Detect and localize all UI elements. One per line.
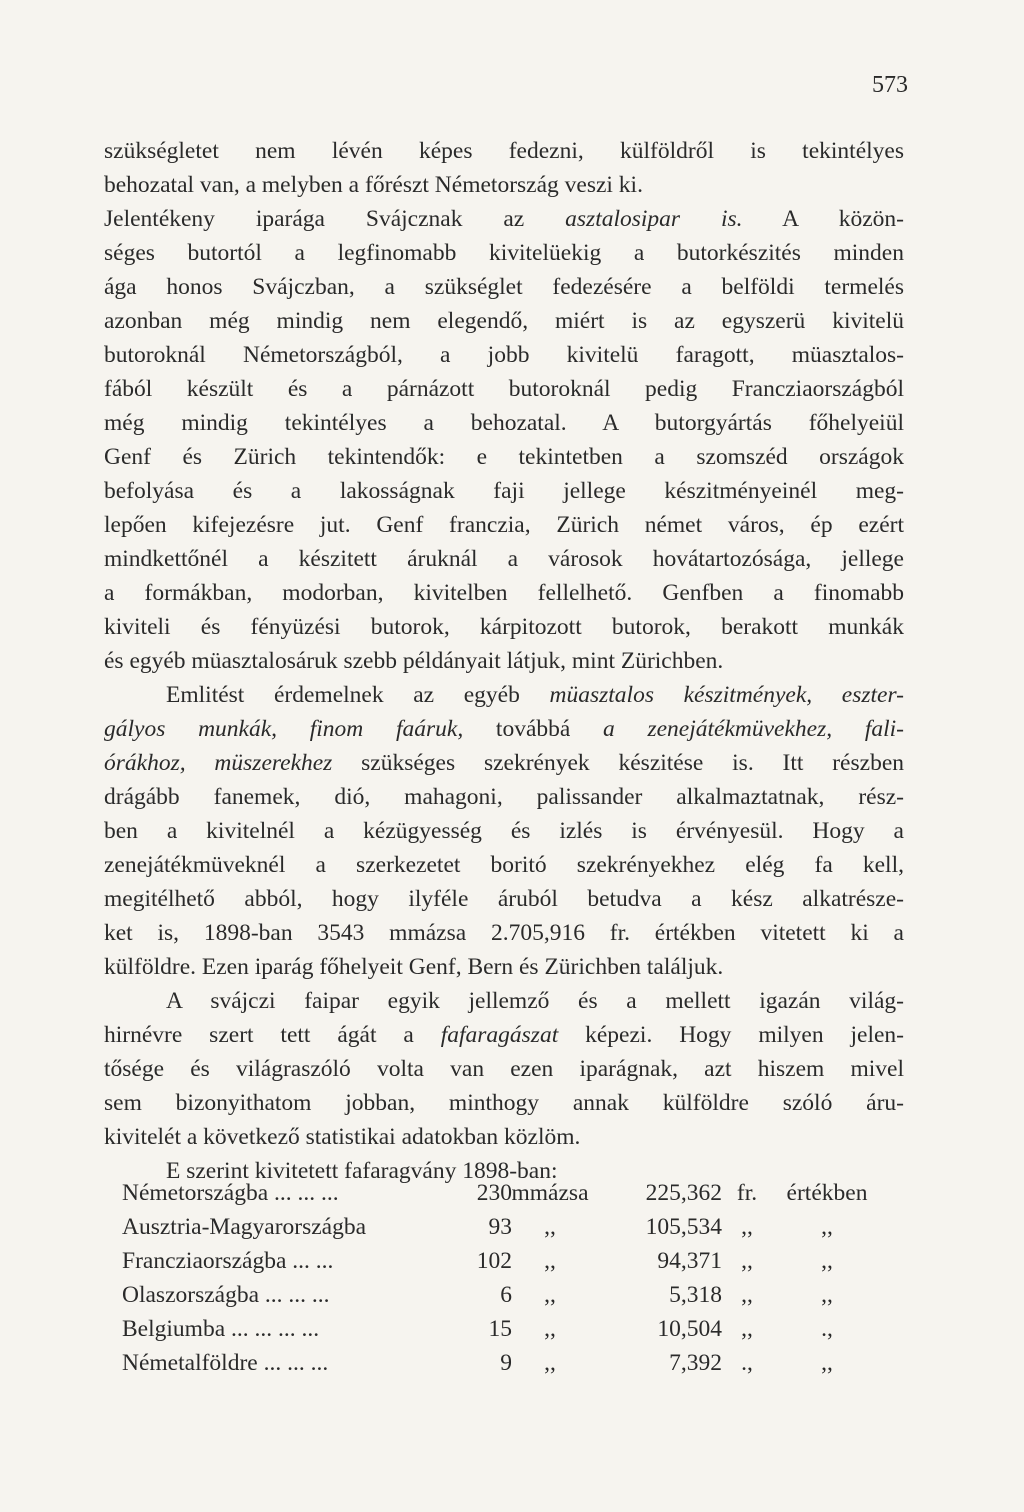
table-cell-unit: ,, [544, 1248, 556, 1274]
text-line: kiviteli és fényüzési butorok, kárpitozott butorok, berakott munkák [104, 614, 904, 640]
table-cell-qty: 15 [488, 1316, 512, 1342]
table-row [122, 1348, 912, 1378]
text-line: azonban még mindig nem elegendő, miért is az egyszerü kivitelü [104, 308, 904, 334]
table-cell-value: 105,534 [645, 1214, 722, 1240]
text-line: Genf és Zürich tekintendők: e tekintetben a szomszéd országok [104, 444, 904, 470]
table-cell-cur: ,, [741, 1316, 753, 1342]
table-cell-unit: ,, [544, 1214, 556, 1240]
table-cell-ert: ,, [821, 1282, 833, 1308]
table-cell-country: Belgiumba ... ... ... ... [122, 1316, 320, 1342]
text-line: még mindig tekintélyes a behozatal. A butorgyártás főhelyeiül [104, 410, 904, 436]
table-cell-qty: 9 [500, 1350, 512, 1376]
table-cell-qty: 230 [476, 1180, 512, 1206]
table-row [122, 1212, 912, 1242]
table-cell-value: 10,504 [657, 1316, 722, 1342]
table-row [122, 1280, 912, 1310]
table-cell-cur: ,, [741, 1282, 753, 1308]
text-line: ket is, 1898-ban 3543 mmázsa 2.705,916 fr. értékben vitetett ki a [104, 920, 904, 946]
text-line: A svájczi faipar egyik jellemző és a mellett igazán világ- [166, 988, 904, 1014]
text-line: séges butortól a legfinomabb kivitelüekig a butorkészités minden [104, 240, 904, 266]
table-cell-value: 5,318 [669, 1282, 722, 1308]
text-line: Jelentékeny iparága Svájcznak az asztalosipar is. A közön- [104, 206, 905, 232]
table-cell-cur: ,, [741, 1214, 753, 1240]
text-line: órákhoz, müszerekhez szükséges szekrények készitése is. Itt részben [104, 750, 904, 776]
table-cell-ert: értékben [786, 1180, 868, 1206]
text-line: a formákban, modorban, kivitelben fellelhető. Genfben a finomabb [104, 580, 904, 606]
text-line: hirnévre szert tett ágát a fafaragászat képezi. Hogy milyen jelen- [104, 1022, 904, 1048]
text-line: sem bizonyithatom jobban, minthogy annak külföldre szóló áru- [104, 1090, 904, 1116]
table-cell-qty: 6 [500, 1282, 512, 1308]
text-line: befolyása és a lakosságnak faji jellege készitményeinél meg- [104, 478, 904, 504]
table-cell-ert: ., [821, 1316, 833, 1342]
table-row [122, 1178, 912, 1208]
text-line: külföldre. Ezen iparág főhelyeit Genf, Bern és Zürichben találjuk. [104, 954, 724, 980]
text-line: lepően kifejezésre jut. Genf franczia, Zürich német város, ép ezért [104, 512, 904, 538]
text-line: szükségletet nem lévén képes fedezni, külföldről is tekintélyes [104, 138, 904, 164]
table-cell-country: Ausztria-Magyarországba [122, 1214, 367, 1240]
table-cell-unit: mmázsa [511, 1180, 589, 1206]
text-line: butoroknál Németországból, a jobb kivitelü faragott, müasztalos- [104, 342, 904, 368]
table-cell-qty: 102 [476, 1248, 512, 1274]
text-line: tősége és világraszóló volta van ezen iparágnak, azt hiszem mivel [104, 1056, 904, 1082]
table-cell-unit: ,, [544, 1282, 556, 1308]
table-cell-cur: fr. [736, 1180, 758, 1206]
text-line: ága honos Svájczban, a szükséglet fedezésére a belföldi termelés [104, 274, 904, 300]
text-line: mindkettőnél a készitett áruknál a városok hovátartozósága, jellege [104, 546, 904, 572]
text-line: gályos munkák, finom faáruk, továbbá a zenejátékmüvekhez, fali- [104, 716, 904, 742]
table-cell-country: Németalföldre ... ... ... [122, 1350, 329, 1376]
table-cell-ert: ,, [821, 1350, 833, 1376]
text-line: zenejátékmüveknél a szerkezetet boritó szekrényekhez elég fa kell, [104, 852, 904, 878]
text-line: behozatal van, a melyben a főrészt Németország veszi ki. [104, 172, 643, 198]
table-row [122, 1246, 912, 1276]
table-cell-ert: ,, [821, 1214, 833, 1240]
text-line: kivitelét a következő statistikai adatokban közlöm. [104, 1124, 581, 1150]
table-cell-value: 94,371 [657, 1248, 722, 1274]
table-cell-value: 225,362 [645, 1180, 722, 1206]
table-row [122, 1314, 912, 1344]
page-number: 573 [872, 72, 908, 98]
table-cell-ert: ,, [821, 1248, 833, 1274]
table-cell-unit: ,, [544, 1316, 556, 1342]
table-cell-cur: ,, [741, 1248, 753, 1274]
table-cell-unit: ,, [544, 1350, 556, 1376]
table-cell-country: Olaszországba ... ... ... [122, 1282, 330, 1308]
text-line: megitélhető abból, hogy ilyféle áruból betudva a kész alkatrésze- [104, 886, 904, 912]
text-line: ben a kivitelnél a kézügyesség és izlés is érvényesül. Hogy a [104, 818, 904, 844]
text-line: drágább fanemek, dió, mahagoni, palissander alkalmaztatnak, rész- [104, 784, 904, 810]
table-cell-country: Németországba ... ... ... [122, 1180, 339, 1206]
table-cell-country: Francziaországba ... ... [122, 1248, 334, 1274]
text-line: fából készült és a párnázott butoroknál pedig Francziaországból [104, 376, 904, 402]
table-cell-value: 7,392 [669, 1350, 722, 1376]
text-line: Emlitést érdemelnek az egyéb müasztalos készitmények, eszter- [166, 682, 904, 708]
text-line: és egyéb müasztalosáruk szebb példányait látjuk, mint Zürichben. [104, 648, 724, 674]
table-cell-cur: ., [741, 1350, 753, 1376]
text-line: E szerint kivitetett fafaragvány 1898-ban: [166, 1158, 558, 1184]
table-cell-qty: 93 [488, 1214, 512, 1240]
